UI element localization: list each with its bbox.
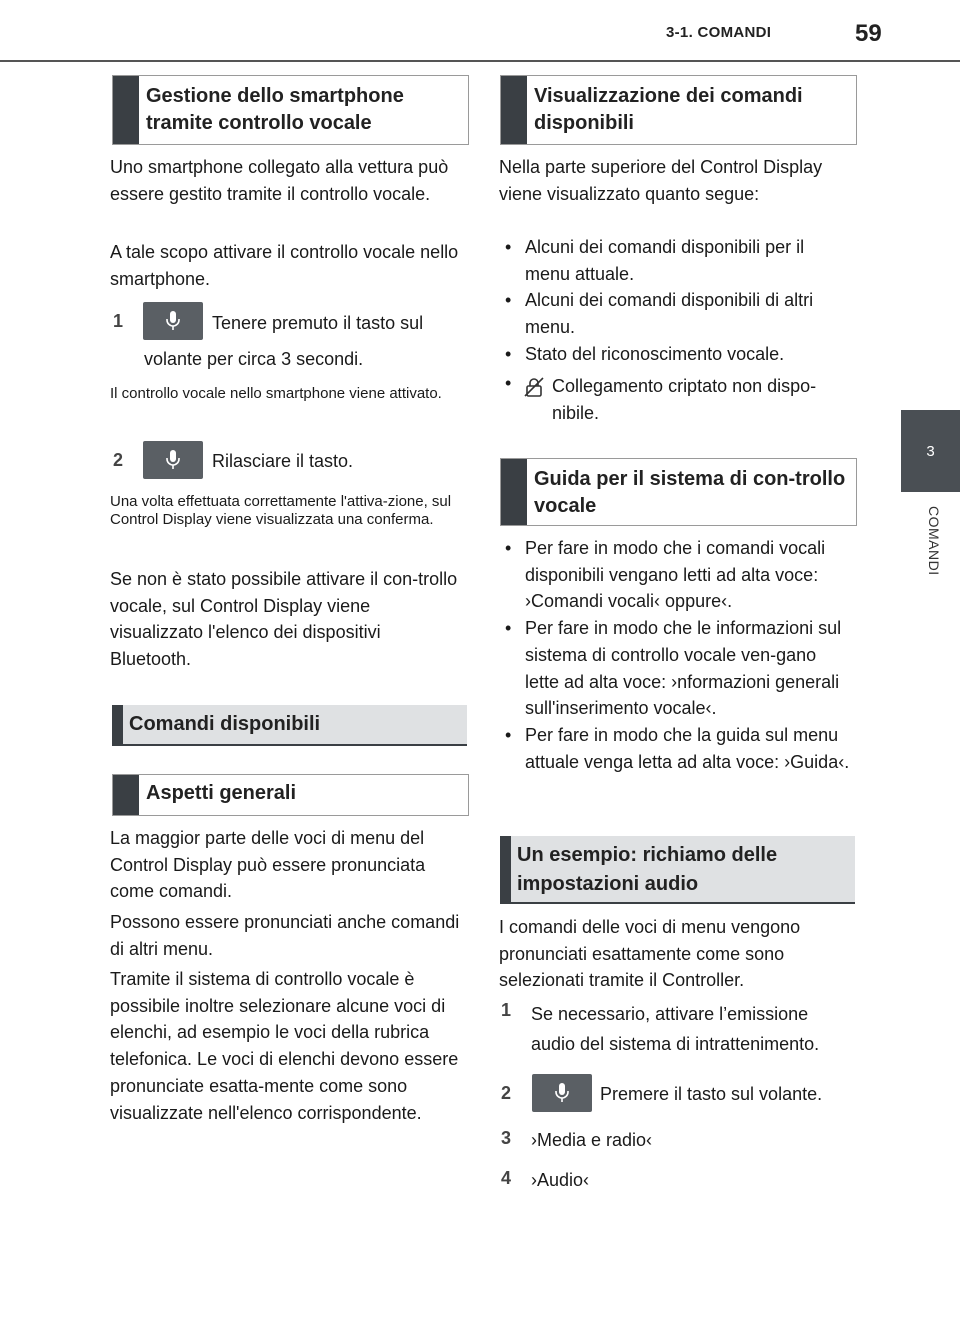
list-item: • Per fare in modo che la guida sul menu attuale venga letta ad alta voce: ›Guida‹. <box>499 722 854 775</box>
paragraph: I comandi delle voci di menu vengono pronunciati esattamente come sono selezionati tramite il Controller. <box>499 917 801 991</box>
section-bar <box>501 76 527 144</box>
step-text: Tenere premuto il tasto sul <box>212 313 424 333</box>
step-number: 3 <box>501 1128 512 1148</box>
list-item: • Stato del riconoscimento vocale. <box>499 341 854 368</box>
bullet-list <box>499 234 854 368</box>
list-item: • Alcuni dei comandi disponibili per il menu attuale. <box>499 234 854 287</box>
voice-key-button <box>143 302 203 340</box>
chapter-number: 3 <box>926 442 935 460</box>
section-box-aspetti <box>112 774 469 816</box>
section-title: Aspetti generali <box>146 782 297 804</box>
section-bar <box>112 705 123 744</box>
bullet: • <box>505 373 512 393</box>
section-header-esempio <box>500 836 855 904</box>
step-number: 2 <box>501 1083 512 1103</box>
bullet-list <box>499 535 854 775</box>
list-item: • Alcuni dei comandi disponibili di altri menu. <box>499 287 854 340</box>
list-item: • Per fare in modo che le informazioni sul sistema di controllo vocale ven-gano lette ad alta voce: ›nformazioni generali sull'inserimento vocale‹. <box>499 615 854 722</box>
paragraph: Uno smartphone collegato alla vettura può essere gestito tramite il controllo vocale. <box>110 157 449 204</box>
section-title: Gestione dello smartphone tramite controllo vocale <box>146 85 404 134</box>
section-box-smartphone <box>112 75 469 145</box>
section-bar <box>500 836 511 902</box>
microphone-icon <box>554 1082 570 1104</box>
page-number: 59 <box>855 20 882 47</box>
step-number: 4 <box>501 1168 512 1188</box>
section-bar <box>113 775 139 815</box>
paragraph: Tramite il sistema di controllo vocale è possibile inoltre selezionare alcune voci di elenchi, ad esempio le voci della rubrica telefonica. Le voci di elenchi devono essere pronunciate esatta-mente come sono visualizzate nell'elenco corrispondente. <box>110 969 459 1123</box>
list-item: • Per fare in modo che i comandi vocali disponibili vengano letti ad alta voce: ›Comandi vocali‹ oppure‹. <box>499 535 854 615</box>
section-title: Un esempio: richiamo delle impostazioni audio <box>517 844 778 895</box>
list-item-text: Collegamento criptato non dispo-nibile. <box>552 376 817 423</box>
note: Il controllo vocale nello smartphone viene attivato. <box>110 385 442 402</box>
chapter-label: COMANDI <box>926 506 942 576</box>
step-text: volante per circa 3 secondi. <box>144 349 364 369</box>
step-text: Se necessario, attivare l’emissione audio del sistema di intrattenimento. <box>531 1004 820 1054</box>
chapter-tab <box>901 410 960 492</box>
paragraph: A tale scopo attivare il controllo vocale nello smartphone. <box>110 242 459 289</box>
section-title: Visualizzazione dei comandi disponibili <box>534 85 803 134</box>
paragraph: Se non è stato possibile attivare il con-trollo vocale, sul Control Display viene visualizzato l'elenco dei dispositivi Bluetooth. <box>110 569 458 670</box>
section-header-comandi <box>112 705 467 746</box>
voice-key-button <box>532 1074 592 1112</box>
section-title: Comandi disponibili <box>129 713 321 735</box>
section-bar <box>113 76 139 144</box>
section-box-visualizzazione <box>500 75 857 145</box>
running-header: 3-1. COMANDI <box>666 24 772 41</box>
note: Una volta effettuata correttamente l'attiva-zione, sul Control Display viene visualizzata una conferma. <box>110 493 452 528</box>
section-bar <box>501 459 527 525</box>
step-text: ›Audio‹ <box>531 1170 590 1190</box>
microphone-icon <box>165 310 181 332</box>
microphone-icon <box>165 449 181 471</box>
voice-key-button <box>143 441 203 479</box>
crossed-lock-icon <box>523 377 545 397</box>
section-box-guida <box>500 458 857 526</box>
header-rule <box>0 60 960 62</box>
paragraph: La maggior parte delle voci di menu del Control Display può essere pronunciata come comandi. <box>110 828 426 902</box>
step-number: 1 <box>501 1000 512 1020</box>
section-title: Guida per il sistema di con-trollo vocale <box>534 468 846 517</box>
step-text: Premere il tasto sul volante. <box>600 1084 823 1104</box>
paragraph: Possono essere pronunciati anche comandi di altri menu. <box>110 912 460 959</box>
step-text: Rilasciare il tasto. <box>212 451 354 471</box>
step-number: 1 <box>113 311 124 331</box>
step-number: 2 <box>113 450 124 470</box>
step-text: ›Media e radio‹ <box>531 1130 653 1150</box>
paragraph: Nella parte superiore del Control Display viene visualizzato quanto segue: <box>499 157 823 204</box>
